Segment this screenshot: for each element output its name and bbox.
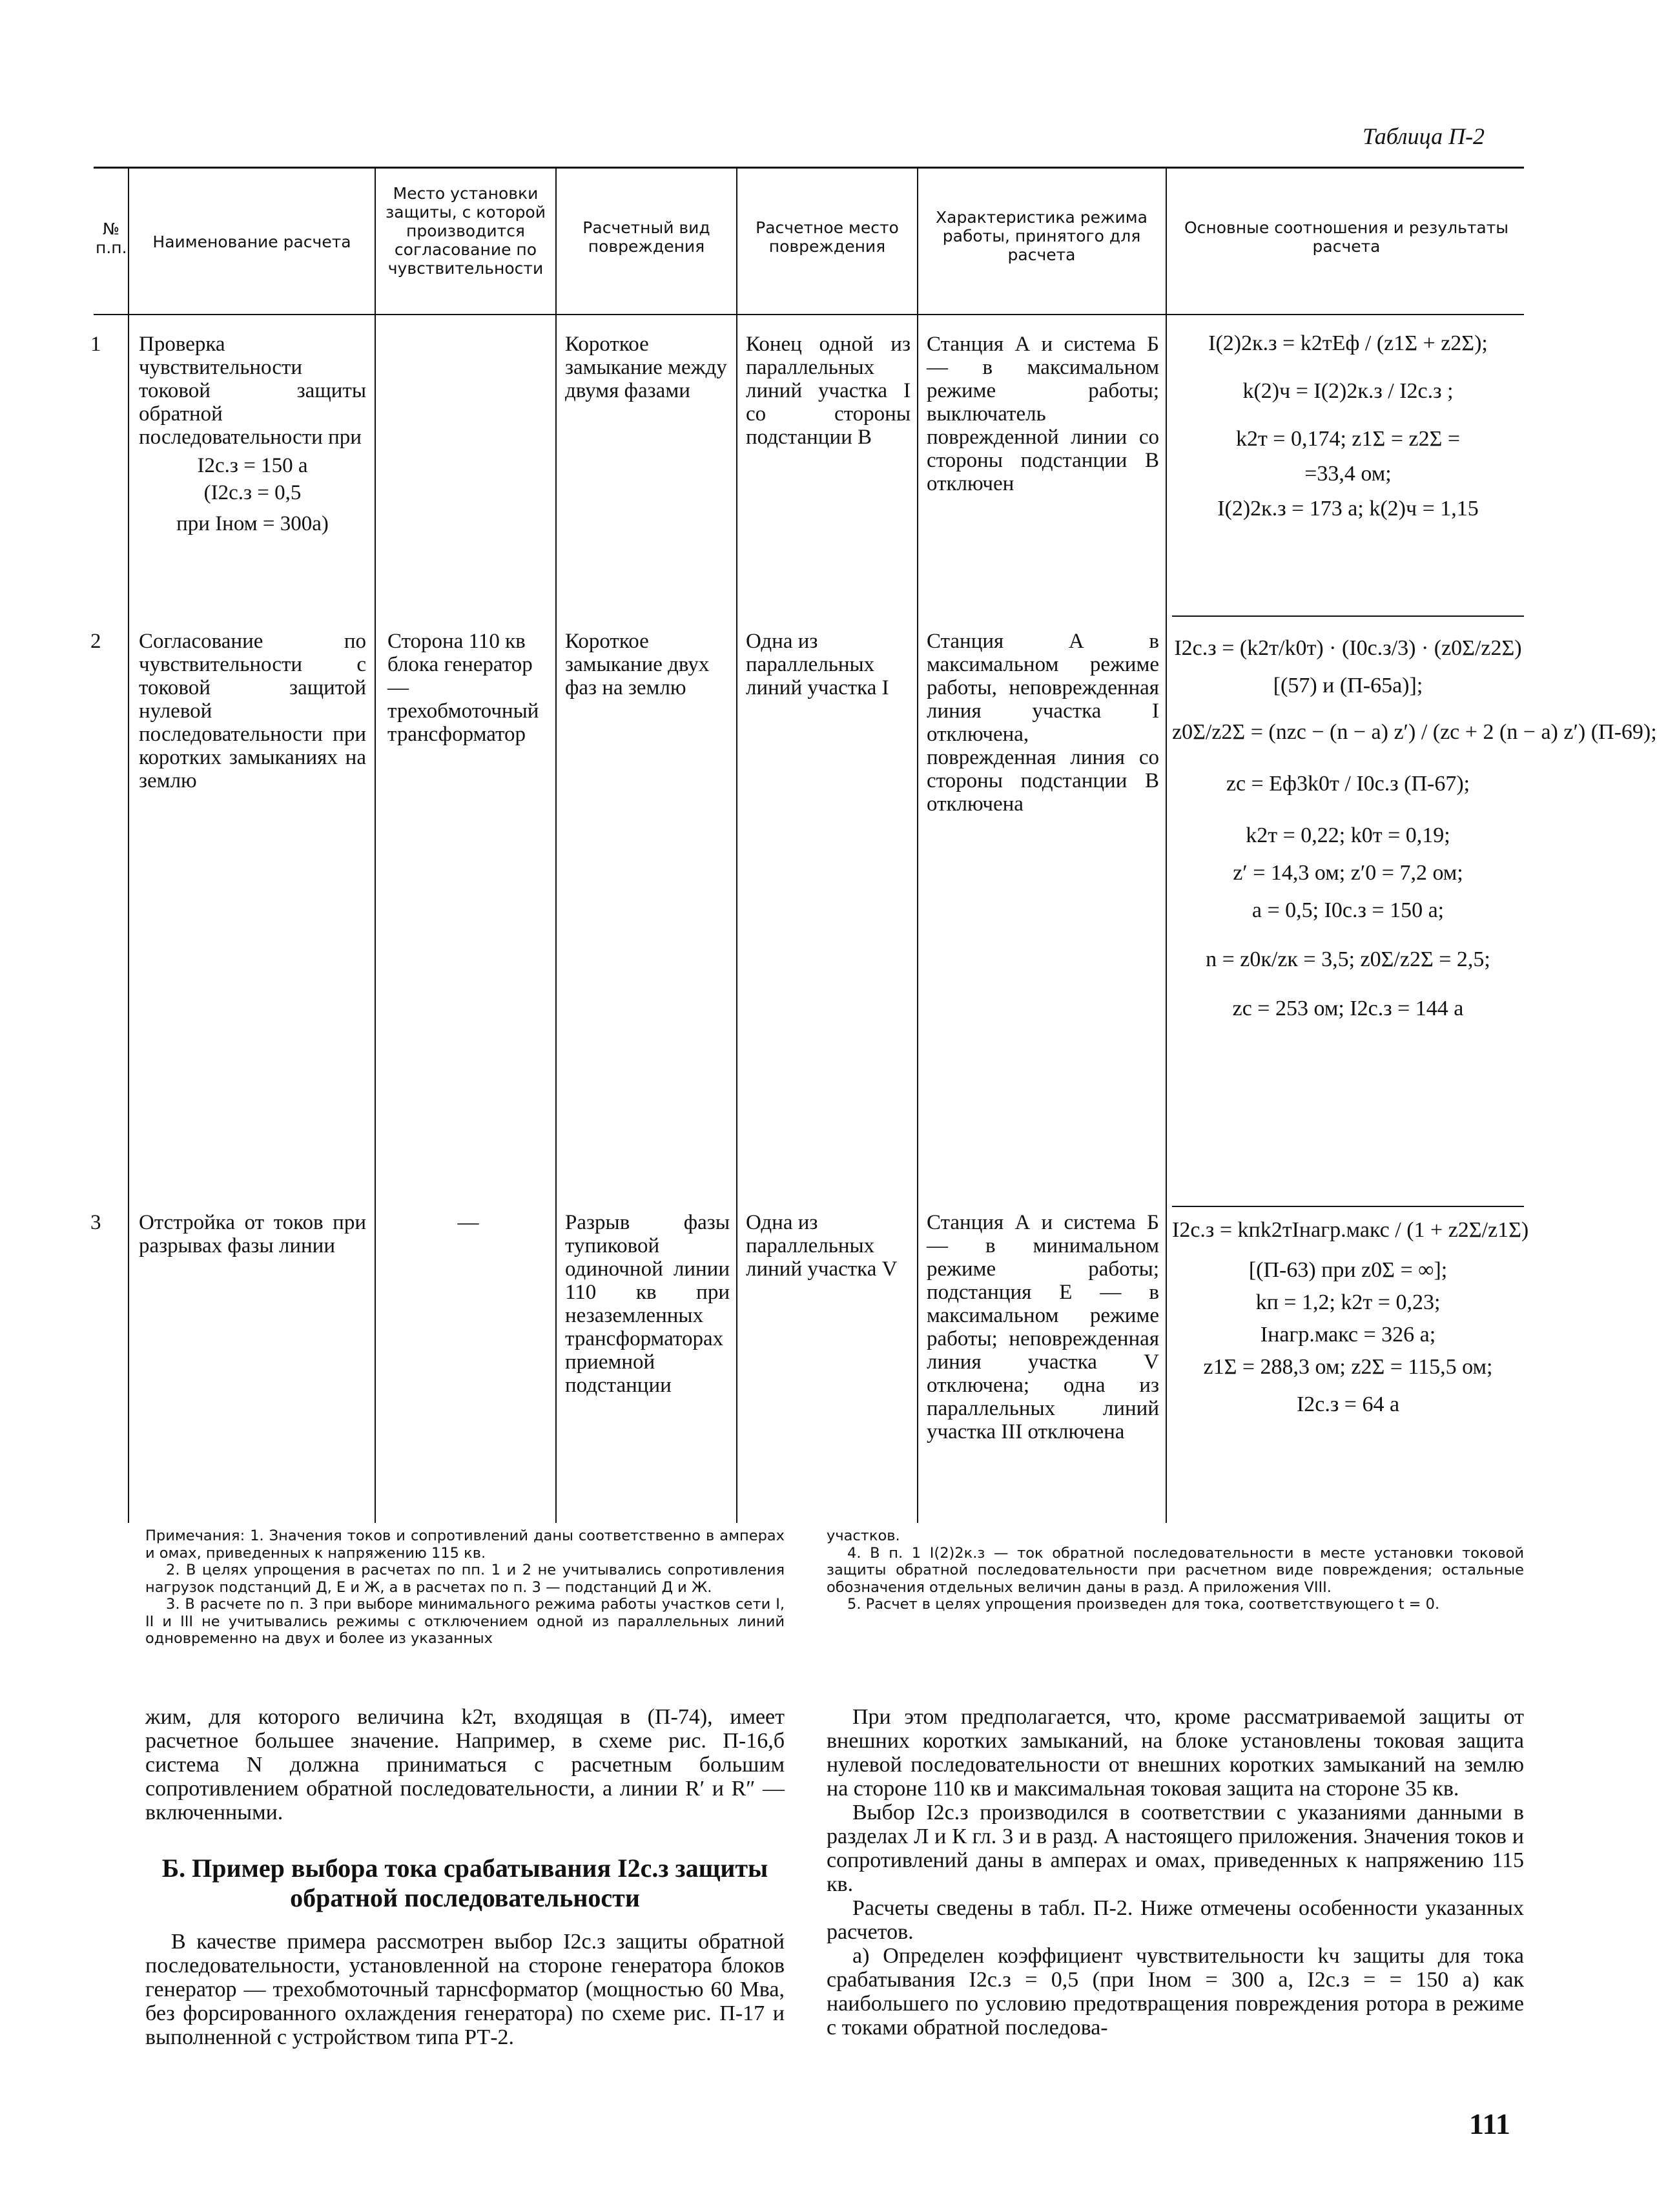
row-3-result-line: I2с.з = kпk2тIнагр.макс / (1 + z2Σ/z1Σ) [1172,1218,1529,1242]
body-right-paragraph-4: а) Определен коэффициент чувствительности kч защиты для тока срабатывания I2с.з = 0,5 (при Iном = 300 а, I2с.з = = 150 а) как наибольшего по условию предотвращения повреждения ротора в режиме с токами обратной последова- [827,1944,1524,2040]
body-left-paragraph-1: жим, для которого величина k2т, входящая в (П-74), имеет расчетное большее значение. Например, в схеме рис. П-16,б система N должна приниматься с расчетным большим сопротивлением обратной последовательности, а линии R′ и R″ — включенными. [145,1705,785,1824]
row-1-result-line: k(2)ч = I(2)2к.з / I2с.з ; [1242,379,1454,403]
row-3-result-line: kп = 1,2; k2т = 0,23; [1255,1290,1441,1314]
row-3-result-line: I2с.з = 64 а [1296,1392,1400,1416]
table-header-rule [94,314,1524,315]
body-right-paragraph-3: Расчеты сведены в табл. П-2. Ниже отмечены особенности указанных расчетов. [827,1896,1524,1944]
row-3-result-line: z1Σ = 288,3 ом; z2Σ = 115,5 ом; [1203,1355,1493,1379]
row-2-result-line: zс = 253 ом; I2с.з = 144 а [1232,997,1464,1020]
row-3-num: 3 [90,1211,101,1234]
col-header-num: № п.п. [96,220,127,257]
page-number: 111 [1469,2107,1510,2140]
row-1-mode: Станция А и система Б — в максимальном режиме работы; выключатель поврежденной линии со стороны подстанции В отключен [927,333,1159,495]
row-2-name: Согласование по чувствительности с токовой защитой нулевой последовательности при коротких замыканиях на землю [139,630,366,792]
col-header-place: Место установки защиты, с которой производится согласование по чувствительности [386,184,546,278]
note-5: 5. Расчет в целях упрощения произведен для тока, соответствующего t = 0. [847,1596,1440,1613]
row-1-name-formula-a: I2с.з = 150 а [197,454,308,477]
row-2-location: Одна из параллельных линий участка I [746,630,889,699]
column-divider [1166,167,1167,1523]
row-2-damage: Короткое замыкание двух фаз на землю [565,630,710,699]
row-2-mode: Станция А в максимальном режиме работы, неповрежденная линия участка I отключена, поврежденная линия со стороны подстанции В отключена [927,630,1159,816]
column-divider [917,167,918,1523]
row-1-result-line: =33,4 ом; [1304,462,1392,486]
row-2-result-line: k2т = 0,22; k0т = 0,19; [1246,823,1450,847]
column-divider [128,167,129,1523]
row-1-damage: Короткое замыкание между двумя фазами [565,333,727,402]
row-separator [1172,1206,1524,1207]
body-right-paragraph-2: Выбор I2с.з производился в соответствии с указаниями данными в разделах Л и К гл. 3 и в разд. А настоящего приложения. Значения токов и сопротивлений даны в амперах и омах, приведенных к напряжению 115 кв. [827,1801,1524,1896]
notes-left [145,1527,785,1648]
column-divider [555,167,557,1523]
row-1-result-line: k2т = 0,174; z1Σ = z2Σ = [1235,427,1461,451]
table-caption: Таблица П-2 [1363,123,1485,149]
row-1-name-formula-c: при Iном = 300а) [176,512,329,535]
row-1-results [1172,326,1524,526]
row-1-num: 1 [90,333,101,356]
table-top-rule [94,167,1524,169]
row-2-num: 2 [90,630,101,653]
column-divider [736,167,737,1523]
col-header-mode: Характеристика режима работы, принятого для расчета [936,208,1148,264]
body-right [827,1705,1524,2040]
row-1-location: Конец одной из параллельных линий участка I со стороны подстанции В [746,333,911,449]
row-2-result-line: zс = Eф3k0т / I0с.з (П-67); [1226,772,1470,796]
col-header-results: Основные соотношения и результаты расчета [1184,218,1508,256]
row-1-result-line: I(2)2к.з = k2тEф / (z1Σ + z2Σ); [1208,331,1488,355]
row-2-result-line: z′ = 14,3 ом; z′0 = 7,2 ом; [1233,861,1463,885]
row-2-result-line: a = 0,5; I0с.з = 150 а; [1251,898,1445,922]
row-2-result-line: n = z0к/zк = 3,5; z0Σ/z2Σ = 2,5; [1206,947,1490,971]
body-left-paragraph-2: В качестве примера рассмотрен выбор I2с.з защиты обратной последовательности, установленной на стороне генератора блоков генератор — трехобмоточный тарнсформатор (мощностью 60 Мва, без форсированного охлаждения генератора) по схеме рис. П-17 и выполненной с устройством типа РТ-2. [145,1930,785,2049]
row-3-mode: Станция А и система Б — в минимальном режиме работы; подстанция Е — в максимальном режиме работы; неповрежденная линия участка V отключена; одна из параллельных линий участка III отключена [927,1211,1159,1443]
row-1-name-text: Проверка чувствительности токовой защиты обратной последовательности при [139,333,366,449]
row-3-damage: Разрыв фазы тупиковой одиночной линии 110 кв при незаземленных трансформаторах приемной подстанции [565,1211,730,1397]
row-3-place: — [457,1211,479,1234]
row-1-name [139,333,366,535]
column-divider [375,167,376,1523]
row-3-name: Отстройка от токов при разрывах фазы линии [139,1211,366,1257]
row-1-name-formula-b: (I2с.з = 0,5 [203,481,302,504]
row-3-location: Одна из параллельных линий участка V [746,1211,898,1281]
section-heading: Б. Пример выбора тока срабатывания I2с.з защиты обратной последовательности [161,1854,768,1912]
row-2-place: Сторона 110 кв блока генератор — трехобмоточный трансформатор [387,630,539,746]
note-4: 4. В п. 1 I(2)2к.з — ток обратной последовательности в месте установки токовой защиты обратной последовательности при расчетном виде повреждения; остальные обозначения отдельных величин даны в разд. А приложения VIII. [827,1544,1524,1596]
notes-right [827,1527,1524,1613]
body-right-paragraph-1: При этом предполагается, что, кроме рассматриваемой защиты от внешних коротких замыканий, на блоке установлены токовая защита нулевой последовательности от внешних коротких замыканий на землю на стороне 110 кв и максимальная токовая защита на стороне 35 кв. [827,1705,1524,1801]
note-1: Примечания: 1. Значения токов и сопротивлений даны соответственно в амперах и омах, приведенных к напряжению 115 кв. [145,1527,785,1562]
note-3: 3. В расчете по п. 3 при выборе минимального режима работы участков сети I, II и III не учитывались режимы с отключением одной из параллельных линий одновременно на двух и более из указанных [145,1596,785,1647]
row-2-result-line: I2с.з = (k2т/k0т) · (I0с.з/3) · (z0Σ/z2Σ) [1174,636,1522,660]
row-separator [1172,615,1524,617]
note-2: 2. В целях упрощения в расчетах по пп. 1 и 2 не учитывались сопротивления нагрузок подстанций Д, Е и Ж, а в расчетах по п. 3 — подстанций Д и Ж. [145,1562,785,1596]
row-2-results [1172,630,1657,1028]
row-2-result-line: [(57) и (П-65а)]; [1273,674,1423,698]
row-3-results [1172,1214,1529,1421]
row-1-result-line: I(2)2к.з = 173 а; k(2)ч = 1,15 [1217,497,1479,521]
note-3-continued: участков. [827,1527,900,1544]
col-header-damage: Расчетный вид повреждения [582,218,710,256]
row-3-result-line: Iнагр.макс = 326 а; [1260,1323,1436,1347]
row-2-result-line: z0Σ/z2Σ = (nzс − (n − a) z′) / (zс + 2 (n − a) z′) (П-69); [1172,720,1657,744]
col-header-location: Расчетное место повреждения [756,218,899,256]
col-header-name: Наименование расчета [152,233,351,251]
row-3-result-line: [(П-63) при z0Σ = ∞]; [1248,1258,1448,1282]
